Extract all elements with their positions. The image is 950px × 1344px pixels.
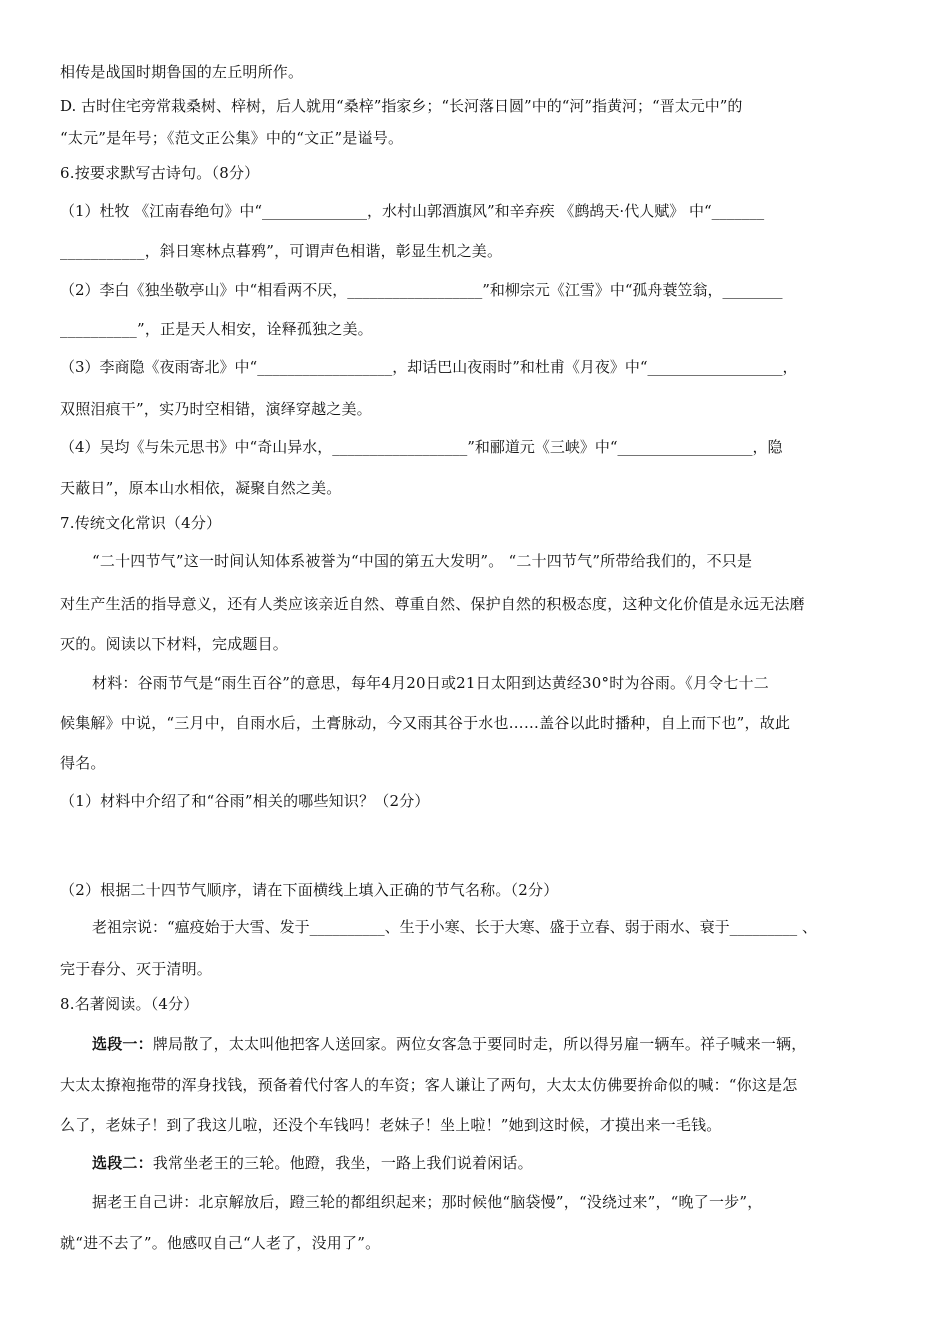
- text-line: __________”，正是天人相安，诠释孤独之美。: [60, 320, 373, 338]
- text-line: 相传是战国时期鲁国的左丘明所作。: [60, 63, 304, 81]
- excerpt-2-line: 据老王自己讲：北京解放后，蹬三轮的都组织起来；那时候他“脑袋慢”，“没绕过来”，“晚了一步”，: [92, 1193, 763, 1211]
- question-6-3: （3）李商隐《夜雨寄北》中“__________________，却话巴山夜雨时”和杜甫《月夜》中“__________________，: [60, 358, 798, 376]
- excerpt-1-line: 选段一：牌局散了，太太叫他把客人送回家。两位女客急于要同时走，所以得另雇一辆车。祥子喊来一辆，: [92, 1035, 807, 1053]
- question-6-2: （2）李白《独坐敬亭山》中“相看两不厌，__________________”和柳宗元《江雪》中“孤舟蓑笠翁，________: [60, 281, 783, 299]
- paragraph-line: 灭的。阅读以下材料，完成题目。: [60, 635, 289, 653]
- question-6-heading: 6.按要求默写古诗句。（8分）: [60, 164, 260, 182]
- paragraph-line: “二十四节气”这一时间认知体系被誉为“中国的第五大发明”。 “二十四节气”所带给我们的，不只是: [92, 552, 753, 570]
- text-line: 天蔽日”，原本山水相依，凝聚自然之美。: [60, 479, 342, 497]
- question-7-1: （1）材料中介绍了和“谷雨”相关的哪些知识？（2分）: [60, 792, 430, 810]
- option-d-line: D. 古时住宅旁常栽桑树、梓树，后人就用“桑梓”指家乡；“长河落日圆”中的“河”指黄河；“晋太元中”的: [60, 97, 743, 115]
- excerpt-label: 选段二：: [92, 1154, 153, 1172]
- question-7-2: （2）根据二十四节气顺序，请在下面横线上填入正确的节气名称。（2分）: [60, 881, 559, 899]
- excerpt-1-line: 大太太撩袍拖带的浑身找钱，预备着代付客人的车资；客人谦让了两句，大太太仿佛要拚命似的喊：“你这是怎: [60, 1076, 798, 1094]
- text-line: 双照泪痕干”，实乃时空相错，演绎穿越之美。: [60, 400, 372, 418]
- question-6-1: （1）杜牧 《江南春绝句》中“______________，水村山郭酒旗风”和辛弃疾 《鹧鸪天·代人赋》 中“_______: [60, 202, 765, 220]
- excerpt-1-line: 么了，老妹子！到了我这儿啦，还没个车钱吗！老妹子！坐上啦！”她到这时候，才摸出来一毛钱。: [60, 1116, 722, 1134]
- excerpt-2-line: 就“进不去了”。他感叹自己“人老了，没用了”。: [60, 1234, 381, 1252]
- material-line: 材料：谷雨节气是“雨生百谷”的意思，每年4月20日或21日太阳到达黄经30°时为谷雨。《月令七十二: [92, 674, 769, 692]
- material-line: 得名。: [60, 754, 106, 772]
- text-line: “太元”是年号；《范文正公集》中的“文正”是谥号。: [60, 129, 404, 147]
- question-7-heading: 7.传统文化常识（4分）: [60, 514, 222, 532]
- text-line: 完于春分、灭于清明。: [60, 960, 213, 978]
- excerpt-label: 选段一：: [92, 1035, 153, 1053]
- paragraph-line: 对生产生活的指导意义，还有人类应该亲近自然、尊重自然、保护自然的积极态度，这种文化价值是永远无法磨: [60, 595, 805, 613]
- question-8-heading: 8.名著阅读。（4分）: [60, 995, 199, 1013]
- material-line: 候集解》中说，“三月中，自雨水后，土膏脉动，今又雨其谷于水也……盖谷以此时播种，自上而下也”，故此: [60, 714, 791, 732]
- question-6-4: （4）吴均《与朱元思书》中“奇山异水，__________________”和郦道元《三峡》中“__________________，隐: [60, 438, 783, 456]
- text-line: ___________，斜日寒林点暮鸦”，可谓声色相谐，彰显生机之美。: [60, 242, 503, 260]
- fill-in-line: 老祖宗说：“瘟疫始于大雪、发于__________、生于小寒、长于大寒、盛于立春、弱于雨水、衰于_________ 、: [92, 918, 817, 936]
- excerpt-2-line: 选段二：我常坐老王的三轮。他蹬，我坐，一路上我们说着闲话。: [92, 1154, 533, 1172]
